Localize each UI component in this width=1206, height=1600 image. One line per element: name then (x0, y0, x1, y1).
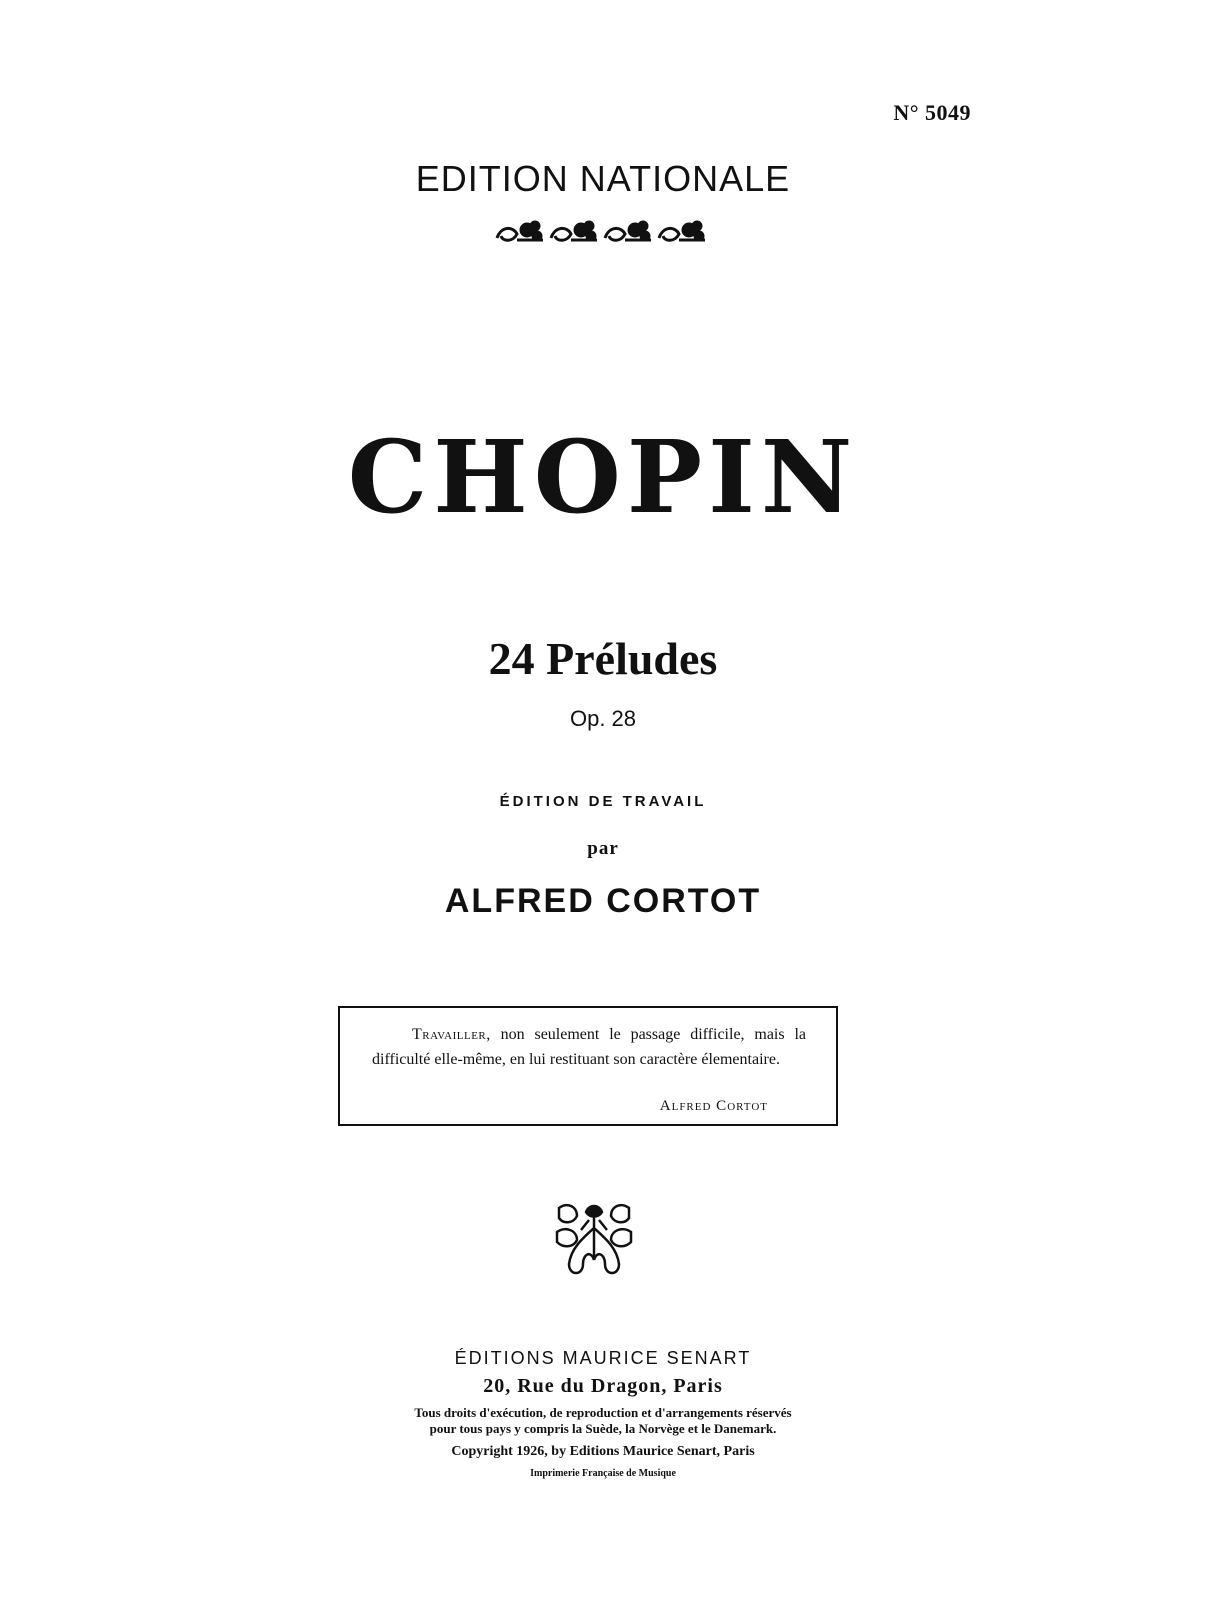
rights-line-1: Tous droits d'exécution, de reproduction et d'arrangements réservés (414, 1405, 792, 1420)
editor-name: ALFRED CORTOT (444, 882, 762, 920)
epigraph-lead-word: Travailler, (412, 1026, 491, 1043)
epigraph-body: non seulement le passage difficile, mais la difficulté elle-même, en lui restituant son caractère élementaire. (372, 1026, 807, 1068)
epigraph-signature: Alfred Cortot (659, 1098, 768, 1114)
epigraph-text (372, 1022, 806, 1072)
epigraph-box (338, 1006, 838, 1126)
vignette-drawing (553, 1198, 635, 1280)
catalog-number: N° 5049 (893, 100, 971, 125)
rights-line-2: pour tous pays y compris la Suède, la Norvège et le Danemark. (429, 1421, 777, 1436)
copyright-notice: Copyright 1926, by Editions Maurice Senart, Paris (451, 1444, 755, 1459)
floral-ornament-row (0, 216, 1206, 250)
work-title: 24 Préludes (488, 633, 718, 684)
publisher-address: 20, Rue du Dragon, Paris (483, 1375, 723, 1397)
composer-name: CHOPIN (347, 418, 859, 536)
by-label: par (587, 838, 619, 859)
opus-number: Op. 28 (569, 706, 637, 731)
series-title: EDITION NATIONALE (415, 158, 791, 199)
rights-notice (0, 1405, 1206, 1437)
publisher-name: ÉDITIONS MAURICE SENART (454, 1348, 752, 1368)
edition-type: ÉDITION DE TRAVAIL (499, 793, 707, 810)
floral-vignette-icon (553, 1198, 635, 1280)
floral-ornament-icon (493, 216, 713, 250)
printer-credit: Imprimerie Française de Musique (530, 1468, 676, 1479)
